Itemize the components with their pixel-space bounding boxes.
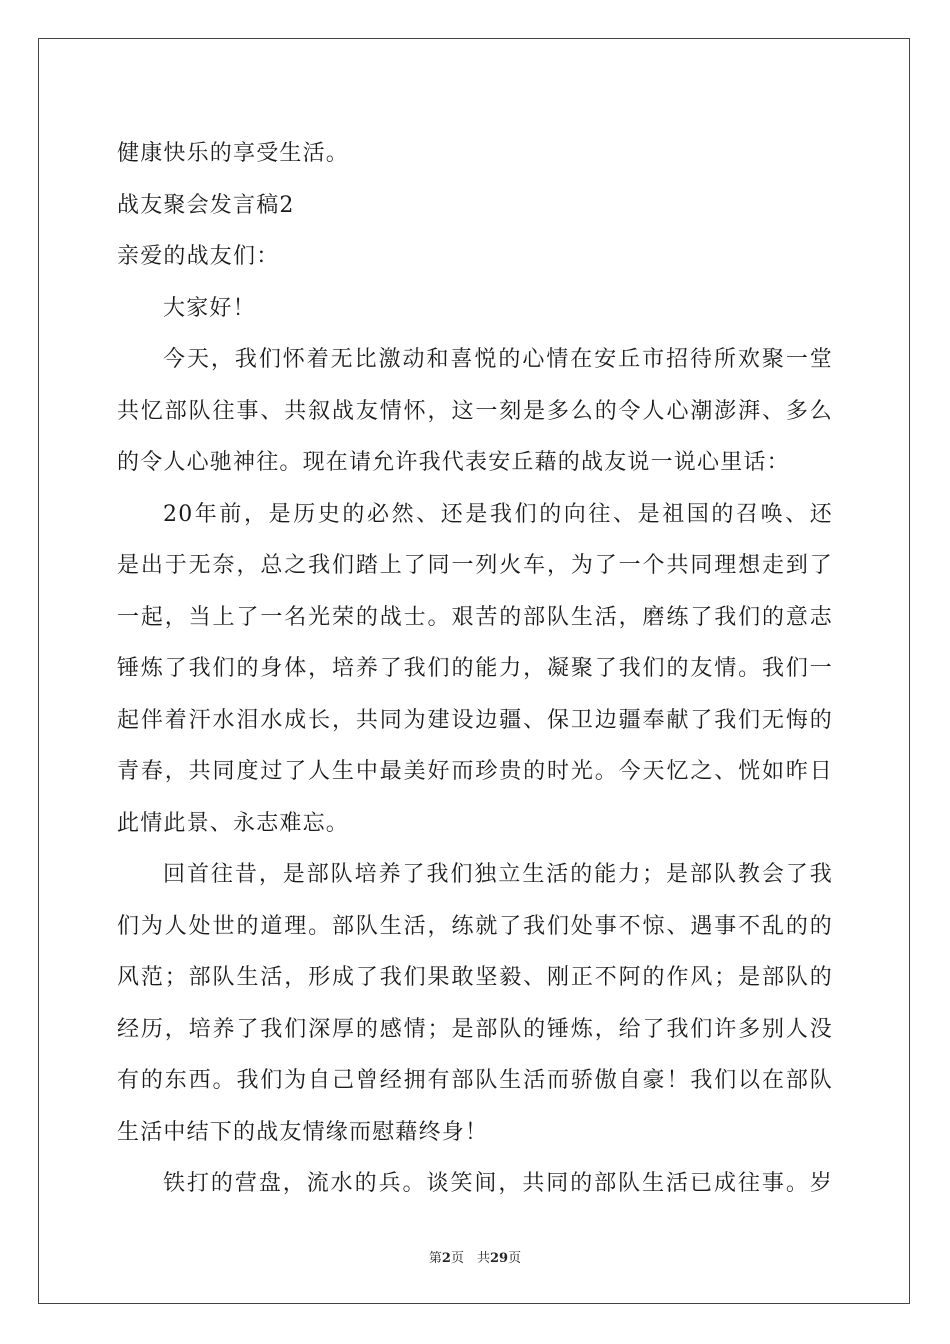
page-current: 2 (441, 1251, 451, 1266)
paragraph-line: 共忆部队往事、共叙战友情怀，这一刻是多么的令人心潮澎湃、多么 (117, 398, 833, 424)
page-total: 29 (489, 1251, 509, 1266)
text-line: 健康快乐的享受生活。 (117, 141, 350, 166)
paragraph-line: 起伴着汗水泪水成长，共同为建设边疆、保卫边疆奉献了我们无悔的 (117, 707, 833, 733)
paragraph-line: 铁打的营盘，流水的兵。谈笑间，共同的部队生活已成往事。岁 (163, 1171, 833, 1196)
paragraph-line: 今天，我们怀着无比激动和喜悦的心情在安丘市招待所欢聚一堂 (163, 347, 833, 372)
page-mid: 页 共 (450, 1251, 490, 1266)
paragraph-line: 经历，培养了我们深厚的感情；是部队的锤炼，给了我们许多别人没 (117, 1016, 833, 1042)
paragraph-line: 一起，当上了一名光荣的战士。艰苦的部队生活，磨练了我们的意志 (117, 604, 833, 630)
paragraph-line: 的令人心驰神往。现在请允许我代表安丘藉的战友说一说心里话： (117, 450, 790, 475)
paragraph-line: 生活中结下的战友情缘而慰藉终身！ (117, 1119, 489, 1145)
paragraph-line: 有的东西。我们为自己曾经拥有部队生活而骄傲自豪！我们以在部队 (117, 1068, 833, 1093)
salutation: 亲爱的战友们： (117, 244, 280, 269)
section-title: 战友聚会发言稿2 (117, 192, 295, 218)
paragraph-line: 20年前，是历史的必然、还是我们的向往、是祖国的召唤、还 (163, 501, 833, 527)
paragraph-line: 回首往昔，是部队培养了我们独立生活的能力；是部队教会了我 (163, 862, 833, 887)
page-suffix: 页 (508, 1251, 522, 1266)
paragraph-line: 是出于无奈，总之我们踏上了同一列火车，为了一个共同理想走到了 (117, 553, 833, 578)
paragraph-line: 们为人处世的道理。部队生活，练就了我们处事不惊、遇事不乱的的 (117, 913, 833, 939)
paragraph-line: 锤炼了我们的身体，培养了我们的能力，凝聚了我们的友情。我们一 (117, 656, 833, 681)
document-body (117, 128, 833, 1210)
page-prefix: 第 (428, 1251, 442, 1266)
paragraph-line: 青春，共同度过了人生中最美好而珍贵的时光。今天忆之、恍如昨日 (117, 759, 833, 784)
paragraph-line: 风范；部队生活，形成了我们果敢坚毅、刚正不阿的作风；是部队的 (117, 965, 833, 990)
greeting: 大家好！ (163, 295, 256, 321)
page-number-footer (0, 1247, 950, 1266)
paragraph-line: 此情此景、永志难忘。 (117, 810, 350, 836)
